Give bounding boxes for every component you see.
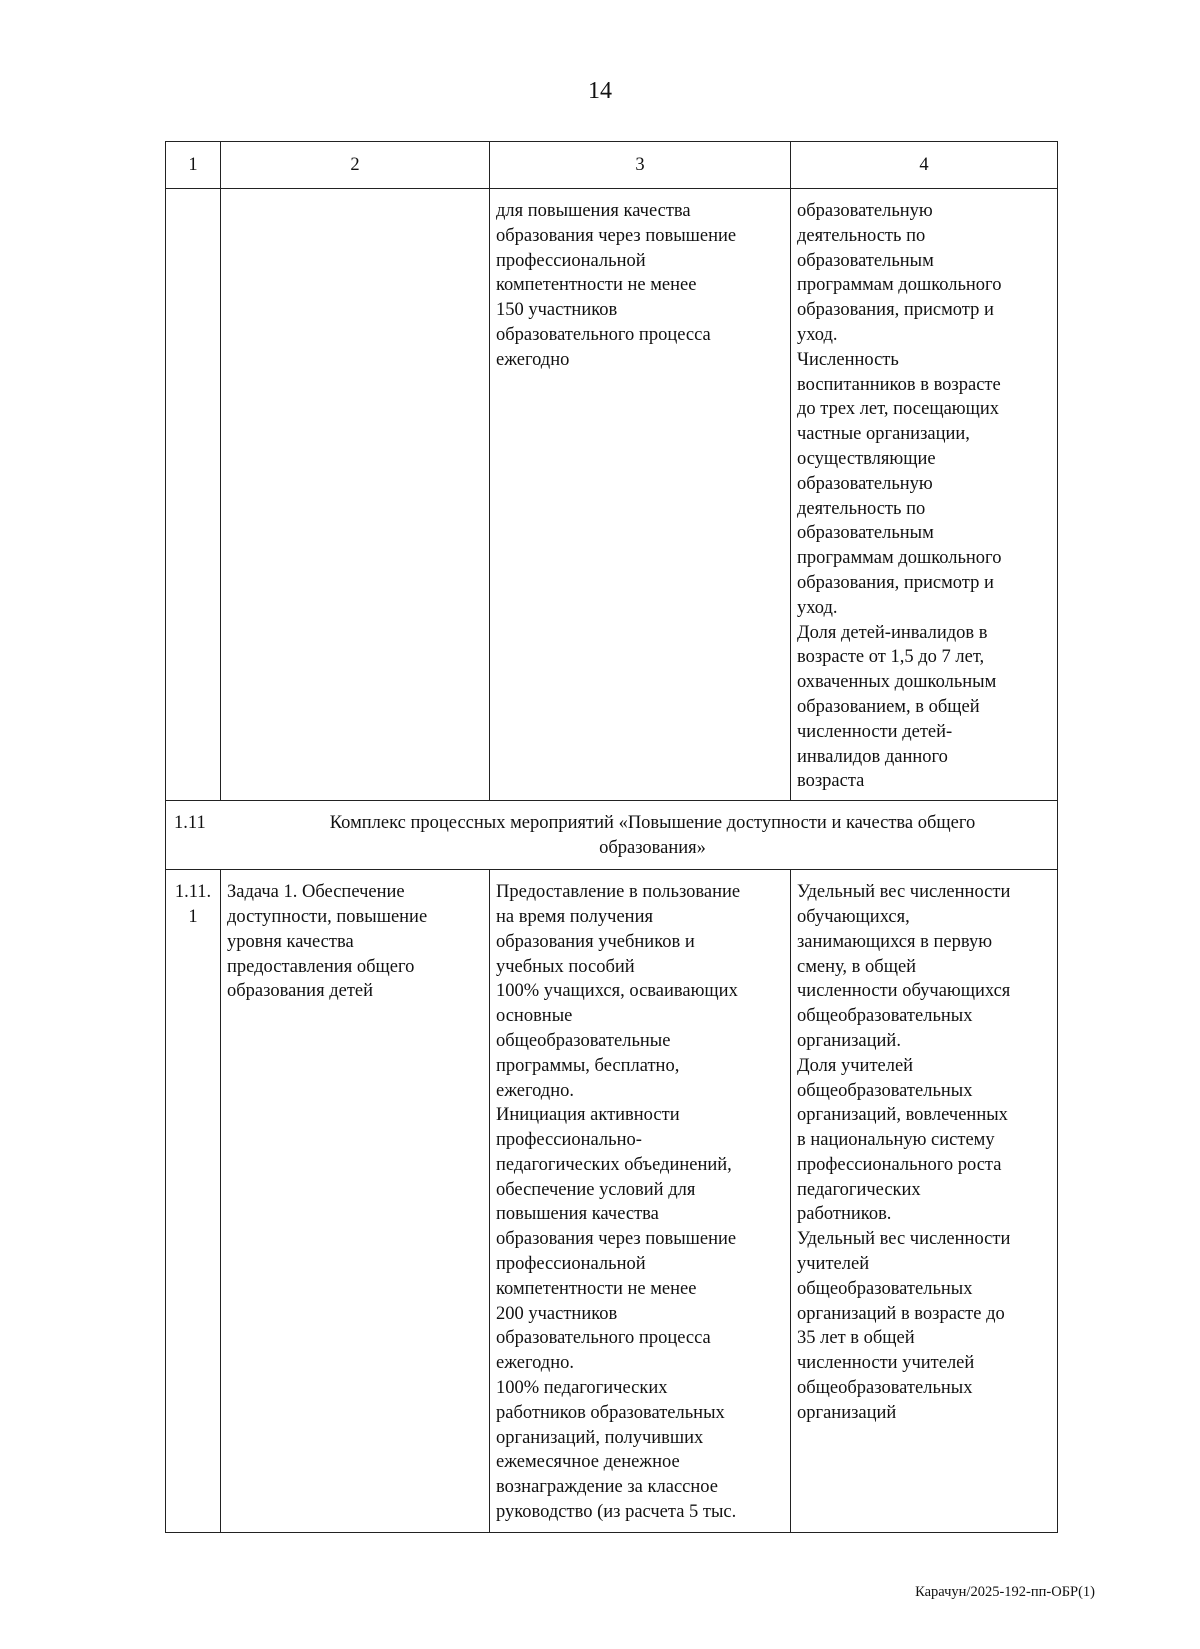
row-b-col-3 bbox=[490, 870, 791, 1533]
header-col-1: 1 bbox=[166, 142, 221, 189]
program-table bbox=[165, 141, 1058, 1533]
row-b-col-4 bbox=[791, 870, 1058, 1533]
section-cell bbox=[166, 801, 1058, 870]
table-header-row bbox=[166, 142, 1058, 189]
row-b-task-text: Задача 1. Обеспечение доступности, повышение уровня качества предоставления общего образования детей bbox=[227, 882, 428, 1002]
section-number: 1.11 bbox=[174, 813, 206, 834]
header-col-2: 2 bbox=[221, 142, 490, 189]
header-col-4: 4 bbox=[791, 142, 1058, 189]
section-row bbox=[166, 801, 1058, 870]
table-row bbox=[166, 870, 1058, 1533]
section-title: Комплекс процессных мероприятий «Повышение доступности и качества общего образования» bbox=[329, 813, 976, 858]
row-b-col-2 bbox=[221, 870, 490, 1533]
row-b-number: 1.11. 1 bbox=[174, 882, 212, 927]
row-b-result-text: Предоставление в пользование на время получения образования учебников и учебных пособий 100% учащихся, осваивающих основные общеобразовательные программы, бесплатно, ежегодно. Инициация активности профессионально- педагогических объединений, обеспечение условий для повышения качества образования через повышение профессиональной компетентности не менее 200 участников образовательного процесса ежегодно. 100% педагогических работников образовательных организаций, получивших ежемесячное денежное вознаграждение за классное руководство (из расчета 5 тыс. bbox=[496, 882, 741, 1523]
row-a-col-2 bbox=[221, 189, 490, 801]
row-b-col-1 bbox=[166, 870, 221, 1533]
row-a-indicator-text: образовательную деятельность по образовательным программам дошкольного образования, присмотр и уход. Численность воспитанников в возрасте до трех лет, посещающих частные организации, осуществляющие образовательную деятельность по образовательным программам дошкольного образования, присмотр и уход. Доля детей-инвалидов в возрасте от 1,5 до 7 лет, охваченных дошкольным образованием, в общей численности детей- инвалидов данного возраста bbox=[797, 201, 1002, 792]
row-a-col-3 bbox=[490, 189, 791, 801]
row-a-col-4 bbox=[791, 189, 1058, 801]
row-b-indicator-text: Удельный вес численности обучающихся, занимающихся в первую смену, в общей численности обучающихся общеобразовательных организаций. Доля учителей общеобразовательных организаций, вовлеченных в национальную систему профессионального роста педагогических работников. Удельный вес численности учителей общеобразовательных организаций в возрасте до 35 лет в общей численности учителей общеобразовательных организаций bbox=[797, 882, 1011, 1423]
document-footer-code: Карачун/2025-192-пп-ОБР(1) bbox=[915, 1584, 1095, 1600]
header-col-3: 3 bbox=[490, 142, 791, 189]
page-number: 14 bbox=[588, 78, 612, 104]
table-row bbox=[166, 189, 1058, 801]
row-a-col-1 bbox=[166, 189, 221, 801]
row-a-result-text: для повышения качества образования через повышение профессиональной компетентности не менее 150 участников образовательного процесса ежегодно bbox=[496, 201, 737, 370]
